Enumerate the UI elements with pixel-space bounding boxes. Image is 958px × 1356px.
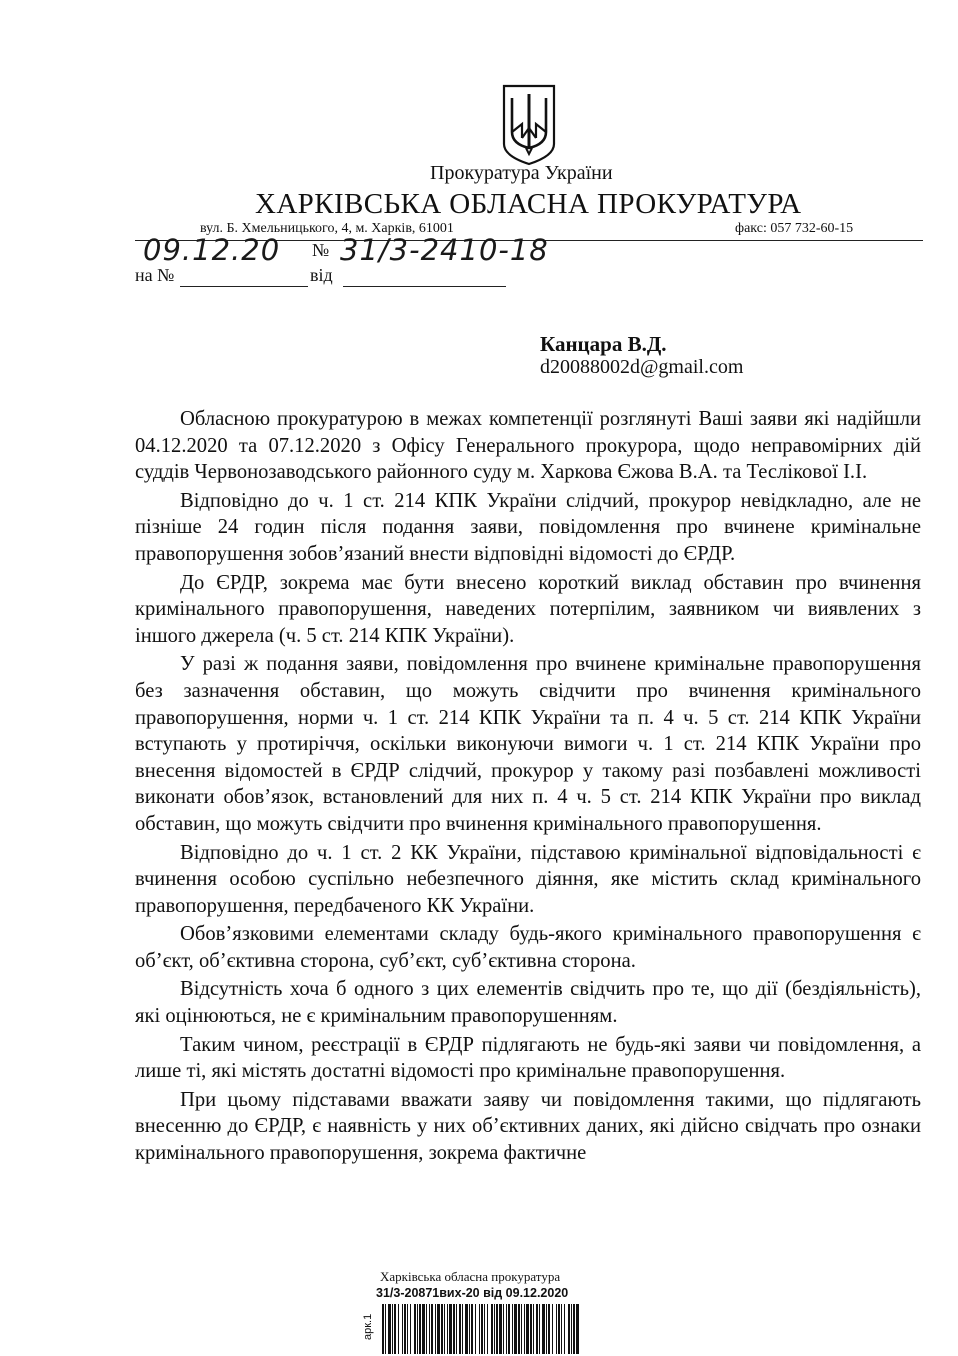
body-paragraph: У разі ж подання заяви, повідомлення про вчинене кримінальне правопорушення без зазначення обставин, що можуть свідчити про вчинення кримінального правопорушення, норми ч. 1 ст. 214 КПК України та п. 4 ч. 5 ст. 214 КПК України вступають у протиріччя, оскільки виконуючи вимоги ч. 1 ст. 214 КПК України про внесення відомостей в ЄРДР слідчий, прокурор у такому разі позбавлені можливості виконати обов’язок, встановлений для них п. 4 ч. 5 ст. 214 КПК України про виклад обставин, що можуть свідчити про вчинення кримінального правопорушення. (135, 653, 921, 835)
body-paragraph: Відповідно до ч. 1 ст. 214 КПК України слідчий, прокурор невідкладно, але не пізніше 24 годин після подання заяви, повідомлення про вчинене кримінальне правопорушення зобов’язаний внести відповідні відомості до ЄРДР. (135, 489, 921, 565)
outgoing-date: 09.12.20 (143, 233, 281, 267)
org-fax: факс: 057 732-60-15 (735, 221, 854, 236)
org-address: вул. Б. Хмельницького, 4, м. Харків, 61001 (200, 221, 454, 236)
reply-number-blank (180, 286, 308, 287)
recipient-name: Канцара В.Д. (540, 332, 667, 356)
reply-date-blank (343, 286, 506, 287)
organization-name: ХАРКІВСЬКА ОБЛАСНА ПРОКУРАТУРА (255, 188, 802, 220)
body-paragraph: Обласною прокуратурою в межах компетенції розглянуті Ваші заяви які надійшли 04.12.2020 та 07.12.2020 з Офісу Генерального прокурора, щодо неправомірних дій суддів Червонозаводського районного суду м. Харкова Єжова В.А. та Теслікової І.І. (135, 408, 921, 484)
barcode-icon (380, 1304, 580, 1354)
recipient-email: d20088002d@gmail.com (540, 356, 744, 378)
trident-emblem-icon (500, 84, 558, 166)
outgoing-number: 31/3-2410-18 (340, 233, 549, 267)
stamp-organization: Харківська обласна прокуратура (380, 1269, 561, 1284)
stamp-registration-number: 31/3-20871вих-20 від 09.12.2020 (376, 1286, 569, 1300)
outgoing-number-label: № (312, 240, 330, 260)
parent-organization: Прокуратура України (430, 162, 613, 184)
body-paragraph: Обов’язковими елементами складу будь-якого кримінального правопорушення є об’єкт, об’єктивна сторона, суб’єкт, суб’єктивна сторона. (135, 923, 921, 972)
body-paragraph: Таким чином, реєстрації в ЄРДР підлягають не будь-які заяви чи повідомлення, а лише ті, які містять достатні відомості про кримінальне правопорушення. (135, 1033, 921, 1083)
body-paragraph: При цьому підставами вважати заяву чи повідомлення такими, що підлягають внесенню до ЄРДР, є наявність у них об’єктивних даних, які дійсно свідчать про ознаки кримінального правопорушення, зокрема фактичне (135, 1088, 921, 1165)
body-paragraph: До ЄРДР, зокрема має бути внесено короткий виклад обставин про вчинення кримінального правопорушення, наведених потерпілим, заявником чи виявлених з іншого джерела (ч. 5 ст. 214 КПК України). (135, 571, 921, 647)
reply-date-label: від (310, 265, 333, 285)
body-paragraph: Відсутність хоча б одного з цих елементів свідчить про те, що дії (бездіяльність), які оцінюються, не є кримінальним правопорушенням. (135, 978, 921, 1028)
reply-number-label: на № (135, 265, 175, 285)
letter-body (135, 406, 921, 1169)
body-paragraph: Відповідно до ч. 1 ст. 2 КК України, підставою кримінальної відповідальності є вчинення особою суспільно небезпечного діяння, яке містить склад кримінального правопорушення, передбаченого КК України. (135, 841, 921, 917)
stamp-sheet-label: арк.1 (362, 1313, 374, 1340)
